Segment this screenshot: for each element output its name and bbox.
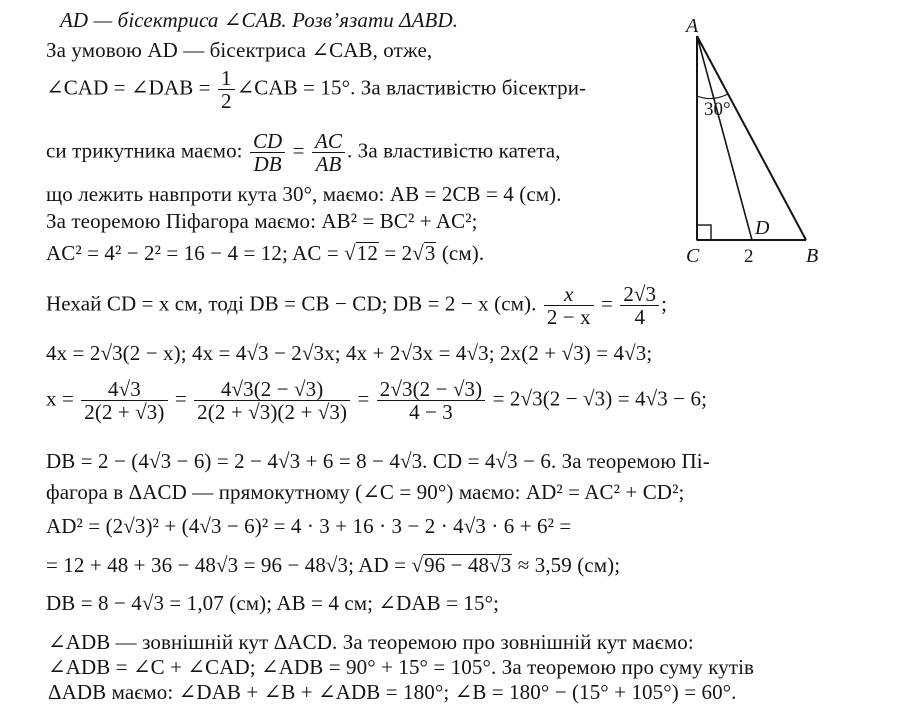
- side-length-label: 2: [744, 246, 754, 267]
- radicand: 96 − 48√3: [424, 553, 512, 577]
- fraction-step-1: [81, 378, 167, 423]
- vertex-label-a: A: [686, 15, 699, 37]
- sqrt-icon: √: [344, 241, 356, 265]
- equals-sign: =: [352, 386, 375, 411]
- line-2-text: За умовою AD — бісектриса ∠CAB, отже,: [46, 38, 433, 62]
- line-8-text-b: ;: [661, 291, 668, 316]
- radicand: 12: [356, 241, 378, 265]
- line-4-text-a: си трикутника маємо:: [46, 138, 248, 163]
- solution-line-18: [48, 680, 737, 704]
- line-12-text: фагора в ΔACD — прямокутному (∠C = 90°) маємо: AD² = AC² + CD²;: [46, 480, 685, 504]
- solution-line-9: [46, 341, 652, 365]
- line-8-text-a: Нехай CD = x см, тоді DB = CB − CD; DB = 2 − x (см).: [46, 291, 542, 316]
- line-16-text: ∠ADB — зовнішній кут ΔACD. За теоремою про зовнішній кут маємо:: [48, 630, 694, 654]
- fraction-numerator: CD: [250, 130, 285, 153]
- solution-line-5: [46, 182, 562, 206]
- fraction-denominator: 2(2 + √3)(2 + √3): [197, 400, 348, 424]
- solution-line-10: [46, 378, 707, 423]
- line-14-text-b: ≈ 3,59 (см);: [512, 553, 621, 577]
- solution-line-4: [46, 130, 561, 175]
- vertex-label-b: B: [806, 245, 819, 267]
- line-4-text-b: . За властивістю катета,: [347, 138, 561, 163]
- fraction-denominator: DB: [253, 152, 282, 176]
- line-13-text: AD² = (2√3)² + (4√3 − 6)² = 4 · 3 + 16 · 3 − 2 · 4√3 · 6 + 6² =: [46, 514, 572, 538]
- solution-line-2: [46, 38, 432, 62]
- point-label-d: D: [755, 217, 770, 239]
- solution-line-7: [46, 241, 484, 265]
- fraction-numerator: 2√3: [620, 283, 659, 306]
- fraction-denominator: 2: [220, 89, 232, 113]
- bisector-ad: [697, 36, 752, 240]
- line-3-text-a: ∠CAD = ∠DAB =: [46, 75, 216, 100]
- solution-line-11: [46, 449, 710, 473]
- line-11-text: DB = 2 − (4√3 − 6) = 2 − 4√3 + 6 = 8 − 4√3. CD = 4√3 − 6. За теоремою Пі-: [46, 449, 710, 473]
- line-7-text-a: AC² = 4² − 2² = 16 − 4 = 12; AC =: [46, 241, 345, 265]
- fraction-step-3: [377, 378, 485, 423]
- radicand: 3: [424, 241, 436, 265]
- problem-statement-text: AD — бісектриса ∠CAB. Розв’язати ΔABD.: [60, 8, 459, 32]
- solution-line-3: [46, 67, 586, 112]
- line-14-text-a: = 12 + 48 + 36 − 48√3 = 96 − 48√3; AD =: [46, 553, 412, 577]
- line-10-text-a: x =: [46, 386, 80, 411]
- line-7-text-c: (см).: [436, 241, 485, 265]
- solution-line-16: [48, 630, 694, 654]
- line-7-text-b: = 2: [378, 241, 413, 265]
- line-5-text: що лежить навпроти кута 30°, маємо: AB = 2CB = 4 (см).: [46, 182, 562, 206]
- sqrt-icon: √: [412, 241, 424, 265]
- solution-line-14: [46, 553, 620, 577]
- fraction-numerator: x: [544, 283, 594, 306]
- fraction-ac-ab: [312, 130, 345, 175]
- equals-sign: =: [287, 138, 310, 163]
- solution-line-6: [46, 209, 478, 233]
- fraction-numerator: AC: [312, 130, 345, 153]
- sqrt-icon: √: [411, 553, 424, 577]
- fraction-numerator: 1: [218, 67, 235, 90]
- equals-sign: =: [595, 291, 619, 316]
- line-10-text-b: = 2√3(2 − √3) = 4√3 − 6;: [487, 386, 708, 411]
- problem-statement: [60, 8, 458, 32]
- fraction-one-half: [218, 67, 235, 112]
- fraction-denominator: 4: [634, 305, 646, 329]
- angle-label: 30°: [704, 99, 731, 120]
- line-3-text-b: ∠CAB = 15°. За властивістю бісектри-: [236, 75, 587, 100]
- vertex-label-c: C: [686, 245, 700, 267]
- line-17-text: ∠ADB = ∠C + ∠CAD; ∠ADB = 90° + 15° = 105°. За теоремою про суму кутів: [48, 655, 755, 679]
- fraction-numerator: 4√3(2 − √3): [194, 378, 350, 401]
- fraction-denominator: 2(2 + √3): [84, 400, 165, 424]
- fraction-denominator: 4 − 3: [409, 400, 453, 424]
- solution-line-12: [46, 480, 684, 504]
- fraction-x-over-2-minus-x: [544, 283, 594, 328]
- fraction-2sqrt3-over-4: [620, 283, 659, 328]
- solution-line-13: [46, 514, 571, 538]
- right-angle-icon: [697, 225, 711, 240]
- line-6-text: За теоремою Піфагора маємо: AB² = BC² + AC²;: [46, 209, 478, 233]
- fraction-denominator: 2 − x: [546, 305, 591, 329]
- fraction-numerator: 2√3(2 − √3): [377, 378, 485, 401]
- triangle-figure: [670, 12, 830, 274]
- fraction-numerator: 4√3: [81, 378, 167, 401]
- line-18-text: ΔADB маємо: ∠DAB + ∠B + ∠ADB = 180°; ∠B = 180° − (15° + 105°) = 60°.: [48, 680, 737, 704]
- solution-line-17: [48, 655, 754, 679]
- solution-line-8: [46, 283, 667, 328]
- side-ab: [697, 36, 806, 240]
- fraction-step-2: [194, 378, 350, 423]
- line-15-text: DB = 8 − 4√3 = 1,07 (см); AB = 4 см; ∠DAB = 15°;: [46, 591, 500, 615]
- solution-line-15: [46, 591, 499, 615]
- fraction-denominator: AB: [315, 152, 342, 176]
- equals-sign: =: [169, 386, 193, 411]
- line-9-text: 4x = 2√3(2 − x); 4x = 4√3 − 2√3x; 4x + 2√3x = 4√3; 2x(2 + √3) = 4√3;: [46, 341, 653, 365]
- fraction-cd-db: [250, 130, 285, 175]
